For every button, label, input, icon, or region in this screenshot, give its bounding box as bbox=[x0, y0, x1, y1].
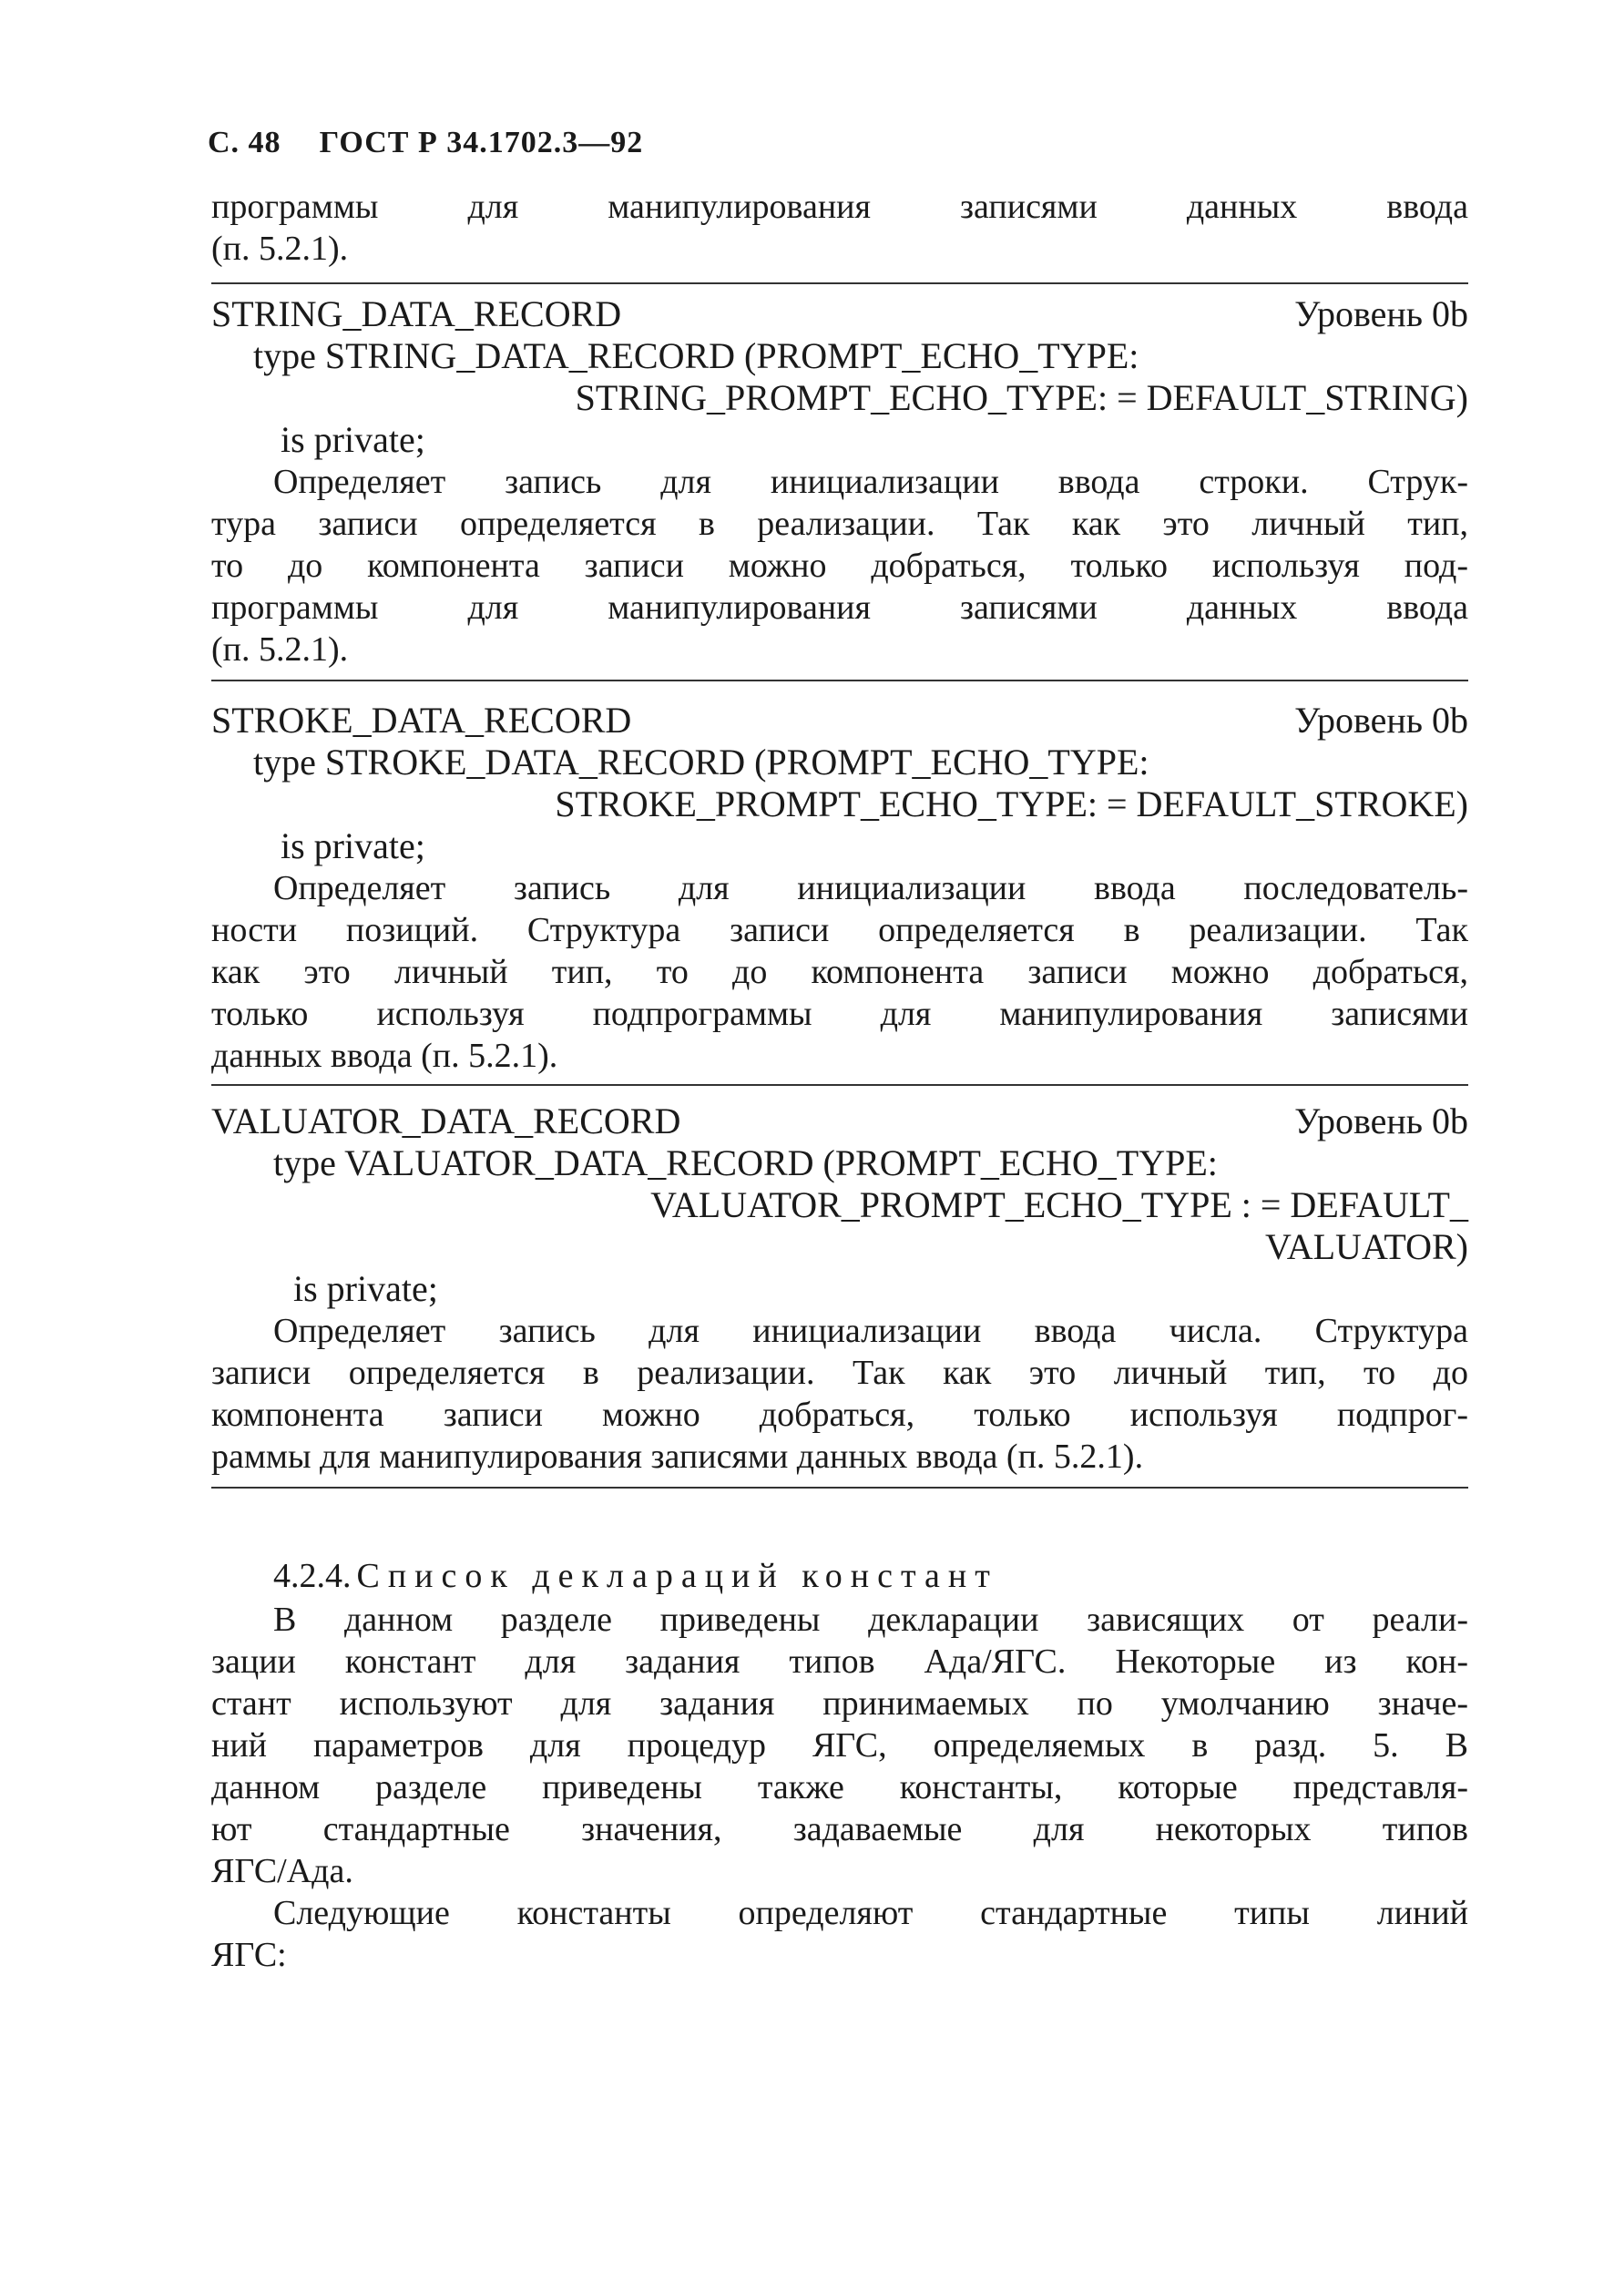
type-declaration: type VALUATOR_DATA_RECORD (PROMPT_ECHO_TYPE: bbox=[273, 1142, 1218, 1183]
entry-name: STRING_DATA_RECORD bbox=[211, 293, 622, 334]
entry-name: STROKE_DATA_RECORD bbox=[211, 700, 632, 741]
text-line: ности позиций. Структура записи определяется в реализации. Так bbox=[211, 911, 1468, 949]
page-header bbox=[208, 126, 643, 160]
type-declaration-cont: VALUATOR_PROMPT_ECHO_TYPE : = DEFAULT_ bbox=[650, 1184, 1468, 1225]
type-declaration: type STRING_DATA_RECORD (PROMPT_ECHO_TYPE: bbox=[253, 335, 1139, 376]
text-line: как это личный тип, то до компонента записи можно добраться, bbox=[211, 953, 1468, 991]
type-declaration-cont: STRING_PROMPT_ECHO_TYPE: = DEFAULT_STRING) bbox=[575, 377, 1468, 418]
text-line: только используя подпрограммы для манипулирования записями bbox=[211, 995, 1468, 1033]
text-line: записи определяется в реализации. Так как это личный тип, то до bbox=[211, 1354, 1468, 1392]
text-line: ний параметров для процедур ЯГС, определяемых в разд. 5. В bbox=[211, 1726, 1468, 1765]
divider bbox=[211, 1084, 1468, 1086]
text-line: раммы для манипулирования записями данных ввода (п. 5.2.1). bbox=[211, 1438, 1144, 1476]
type-declaration-private: is private; bbox=[281, 825, 425, 866]
text-line: зации констант для задания типов Ада/ЯГС. Некоторые из кон- bbox=[211, 1642, 1468, 1681]
type-declaration-private: is private; bbox=[281, 419, 425, 460]
text-line: ЯГС/Ада. bbox=[211, 1852, 353, 1890]
type-declaration-private: is private; bbox=[293, 1268, 438, 1309]
divider bbox=[211, 1487, 1468, 1489]
entry-level: Уровень 0b bbox=[1294, 1100, 1468, 1141]
entry-level: Уровень 0b bbox=[1294, 700, 1468, 741]
text-line: Определяет запись для инициализации ввода числа. Структура bbox=[273, 1312, 1468, 1350]
section-paragraph bbox=[211, 1892, 1468, 1976]
text-line: программы для манипулирования записями данных ввода bbox=[211, 588, 1468, 627]
text-line: (п. 5.2.1). bbox=[211, 630, 349, 669]
entry-description bbox=[211, 1310, 1468, 1478]
section-paragraph bbox=[211, 1599, 1468, 1892]
type-declaration-cont: STROKE_PROMPT_ECHO_TYPE: = DEFAULT_STROKE) bbox=[555, 783, 1468, 824]
entry-description bbox=[211, 867, 1468, 1077]
text-line: Определяет запись для инициализации ввода строки. Струк- bbox=[273, 463, 1468, 501]
entry-description bbox=[211, 461, 1468, 670]
text-line: то до компонента записи можно добраться, только используя под- bbox=[211, 547, 1468, 585]
entry-name: VALUATOR_DATA_RECORD bbox=[211, 1100, 681, 1141]
type-declaration-cont: VALUATOR) bbox=[1265, 1226, 1468, 1267]
text-line: ЯГС: bbox=[211, 1936, 287, 1974]
intro-paragraph bbox=[211, 186, 1468, 270]
section-number: 4.2.4. bbox=[273, 1557, 352, 1595]
divider bbox=[211, 282, 1468, 284]
section-title: Список деклараций констант bbox=[356, 1557, 998, 1595]
text-line: программы для манипулирования записями данных ввода bbox=[211, 188, 1468, 226]
text-line: Определяет запись для инициализации ввода последователь- bbox=[273, 869, 1468, 907]
text-line: компонента записи можно добраться, только используя подпрог- bbox=[211, 1396, 1468, 1434]
entry-level: Уровень 0b bbox=[1294, 293, 1468, 334]
text-line: данных ввода (п. 5.2.1). bbox=[211, 1037, 558, 1075]
text-line: ют стандартные значения, задаваемые для некоторых типов bbox=[211, 1810, 1468, 1848]
text-line: стант используют для задания принимаемых по умолчанию значе- bbox=[211, 1684, 1468, 1723]
text-line: Следующие константы определяют стандартные типы линий bbox=[273, 1894, 1468, 1932]
type-declaration: type STROKE_DATA_RECORD (PROMPT_ECHO_TYPE: bbox=[253, 742, 1149, 783]
text-line: (п. 5.2.1). bbox=[211, 230, 349, 268]
standard-designation: ГОСТ Р 34.1702.3—92 bbox=[319, 126, 644, 159]
section-heading bbox=[273, 1555, 998, 1597]
text-line: данном разделе приведены также константы, которые представля- bbox=[211, 1768, 1468, 1806]
page-number: С. 48 bbox=[208, 126, 281, 159]
text-line: В данном разделе приведены декларации зависящих от реали- bbox=[273, 1601, 1468, 1639]
divider bbox=[211, 680, 1468, 681]
text-line: тура записи определяется в реализации. Так как это личный тип, bbox=[211, 505, 1468, 543]
